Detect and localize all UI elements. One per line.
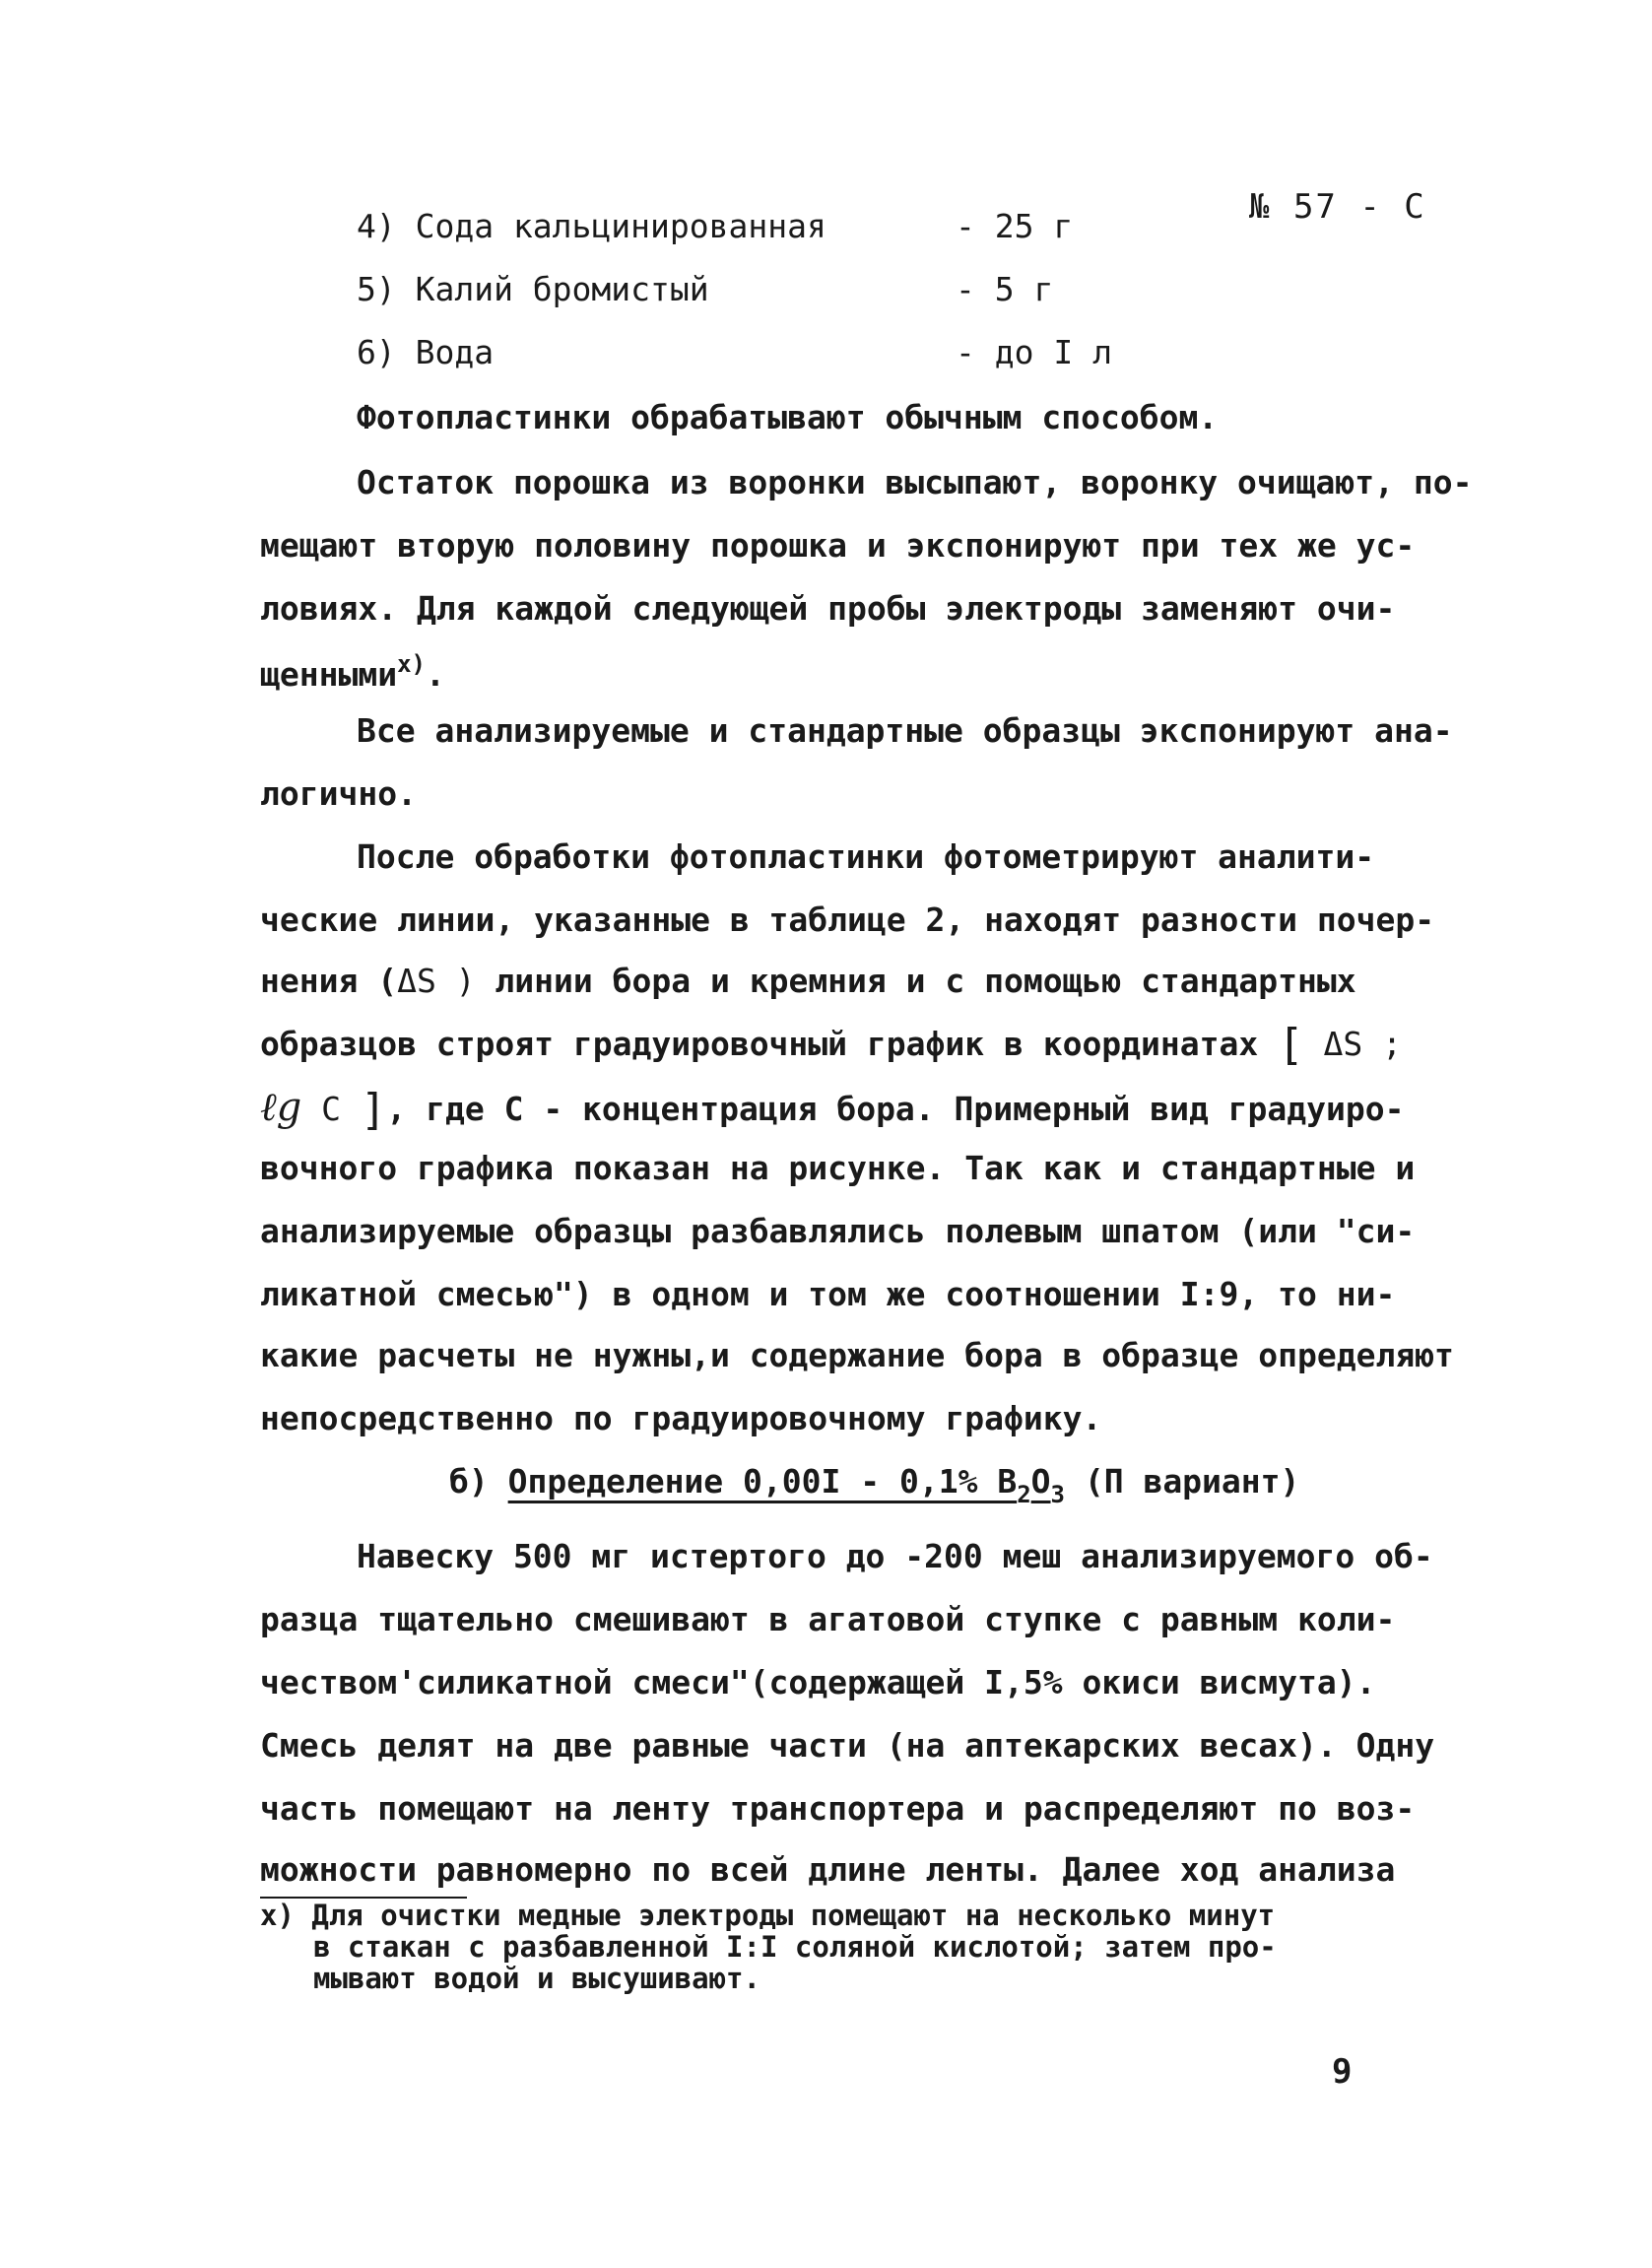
body-line: [260, 650, 445, 694]
subscript: 2: [1017, 1481, 1031, 1508]
body-line: логично.: [260, 774, 417, 813]
heading-title-o: O: [1030, 1462, 1051, 1501]
body-line: Фотопластинки обрабатывают обычным способом.: [357, 398, 1219, 436]
section-heading: [449, 1462, 1299, 1508]
body-line: [260, 1084, 1405, 1135]
footnote-line: в стакан с разбавленной I:I соляной кислотой; затем про-: [313, 1930, 1277, 1964]
footnote-line: мывают водой и высушивают.: [313, 1962, 760, 1995]
body-text: , где С - концентрация бора. Примерный вид градуиро-: [386, 1090, 1405, 1128]
recipe-item-label: 6) Вода: [357, 333, 495, 371]
heading-suffix: (П вариант): [1084, 1462, 1300, 1501]
body-line: ческие линии, указанные в таблице 2, находят разности почер-: [260, 901, 1435, 939]
body-line: чеством'силикатной смеси"(содержащей I,5% окиси висмута).: [260, 1663, 1376, 1701]
recipe-item-amount: - 5 г: [956, 270, 1054, 308]
subscript: 3: [1050, 1481, 1065, 1508]
body-line: ловиях. Для каждой следующей пробы электроды заменяют очи-: [260, 589, 1396, 628]
body-text: образцов строят градуировочный график в координатах: [260, 1025, 1259, 1063]
recipe-item-label: 4) Сода кальцинированная: [357, 207, 826, 245]
heading-title-text: Определение 0,00I - 0,1% B: [507, 1462, 1018, 1501]
body-text: .: [425, 655, 445, 694]
body-line: Остаток порошка из воронки высыпают, воронку очищают, по-: [357, 463, 1473, 501]
recipe-item-amount: - 25 г: [956, 207, 1074, 245]
formula-text: C: [301, 1090, 361, 1128]
body-line: мещают вторую половину порошка и экспонируют при тех же ус-: [260, 526, 1416, 565]
body-line: После обработки фотопластинки фотометрируют аналити-: [357, 837, 1375, 876]
document-number: № 57 - С: [1249, 187, 1426, 227]
recipe-item-label: 5) Калий бромистый: [357, 270, 709, 308]
body-text: щенными: [260, 655, 398, 694]
body-line: можности равномерно по всей длине ленты. Далее ход анализа: [260, 1850, 1396, 1889]
heading-prefix: б): [449, 1462, 489, 1501]
page-number: 9: [1332, 2052, 1353, 2092]
body-text: линии бора и кремния и с помощью стандартных: [475, 962, 1356, 1000]
bracket-close: ]: [360, 1085, 387, 1135]
body-line: анализируемые образцы разбавлялись полевым шпатом (или "си-: [260, 1212, 1416, 1250]
body-line: Все анализируемые и стандартные образцы экспонируют ана-: [357, 711, 1453, 750]
formula-text: ΔS ): [397, 962, 476, 1000]
bracket-open: [: [1278, 1020, 1304, 1070]
body-text: нения (: [260, 962, 398, 1000]
body-line: вочного графика показан на рисунке. Так как и стандартные и: [260, 1149, 1416, 1187]
body-line: ликатной смесью") в одном и том же соотношении I:9, то ни-: [260, 1275, 1396, 1313]
body-line: часть помещают на ленту транспортера и распределяют по воз-: [260, 1789, 1416, 1828]
body-line: непосредственно по градуировочному графику.: [260, 1399, 1102, 1437]
formula-text: ΔS ;: [1323, 1025, 1402, 1063]
body-line: Навеску 500 мг истертого до -200 меш анализируемого об-: [357, 1537, 1433, 1575]
heading-title: [507, 1462, 1065, 1508]
body-line: какие расчеты не нужны,и содержание бора в образце определяют: [260, 1336, 1454, 1374]
body-line: Смесь делят на две равные части (на аптекарских весах). Одну: [260, 1726, 1435, 1765]
body-line: [260, 1020, 1402, 1070]
formula-text: ℓg: [260, 1085, 302, 1130]
body-line: разца тщательно смешивают в агатовой ступке с равным коли-: [260, 1600, 1396, 1638]
footnote-line: х) Для очистки медные электроды помещают на несколько минут: [260, 1899, 1276, 1932]
recipe-item-amount: - до I л: [956, 333, 1112, 371]
body-line: [260, 962, 1356, 1000]
footnote-marker: х): [397, 650, 426, 678]
